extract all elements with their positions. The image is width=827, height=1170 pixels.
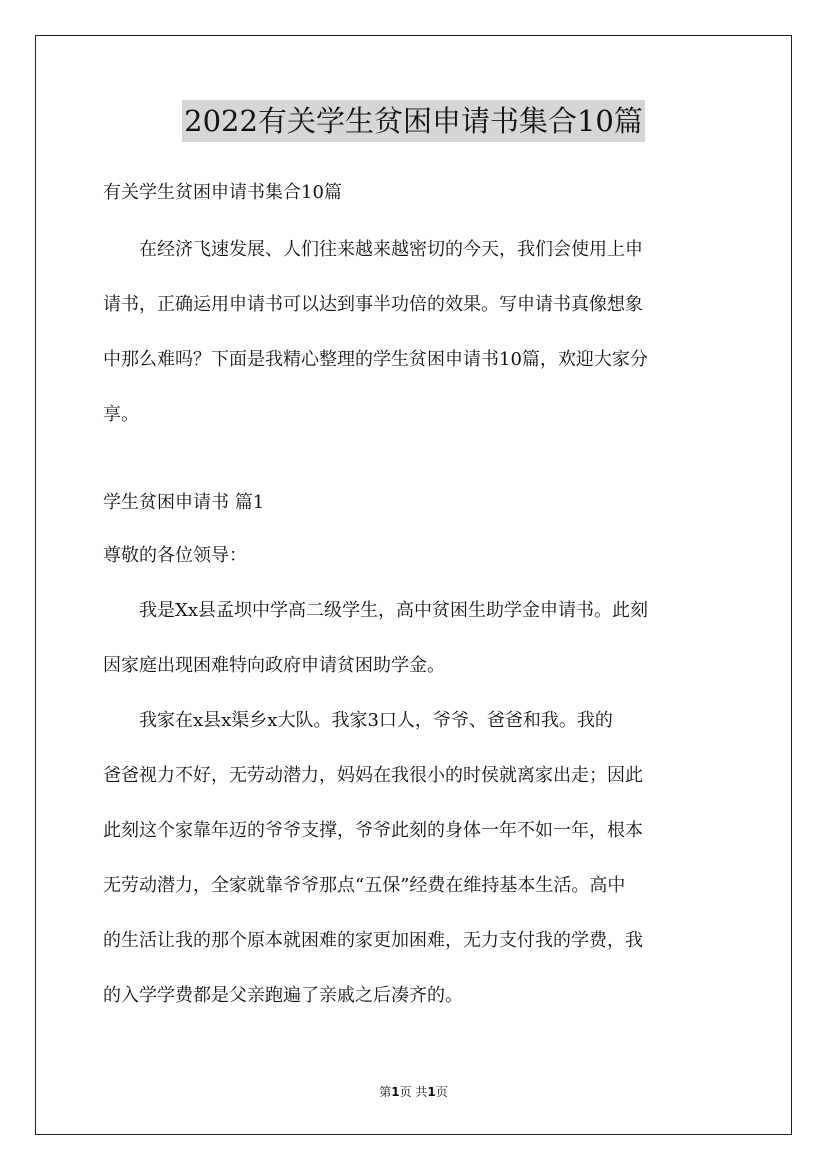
document-subtitle: 有关学生贫困申请书集合10篇 bbox=[103, 182, 342, 203]
paragraph-line: 此刻这个家靠年迈的爷爷支撑，爷爷此刻的身体一年不如一年，根本 bbox=[103, 820, 643, 841]
footer-mid: 页 共 bbox=[399, 1085, 428, 1099]
paragraph-1 bbox=[103, 583, 727, 693]
footer-prefix: 第 bbox=[379, 1085, 392, 1099]
footer-current-page: 1 bbox=[391, 1085, 400, 1099]
paragraph-line: 的生活让我的那个原本就困难的家更加困难，无力支付我的学费，我 bbox=[103, 930, 643, 951]
intro-line: 请书，正确运用申请书可以达到事半功倍的效果。写申请书真像想象 bbox=[103, 294, 643, 315]
intro-line: 在经济飞速发展、人们往来越来越密切的今天，我们会使用上申 bbox=[139, 239, 643, 260]
page-footer bbox=[0, 1083, 827, 1100]
paragraph-line: 的入学学费都是父亲跑遍了亲戚之后凑齐的。 bbox=[103, 985, 463, 1006]
document-title-text: 2022有关学生贫困申请书集合10篇 bbox=[182, 100, 645, 142]
salutation: 尊敬的各位领导： bbox=[103, 545, 247, 566]
footer-total-pages: 1 bbox=[427, 1085, 436, 1099]
intro-line: 享。 bbox=[103, 404, 139, 425]
paragraph-line: 我家在x县x渠乡x大队。我家3口人，爷爷、爸爸和我。我的 bbox=[139, 710, 613, 731]
paragraph-2 bbox=[103, 693, 727, 1023]
intro-paragraph bbox=[103, 222, 727, 442]
section-heading: 学生贫困申请书 篇1 bbox=[103, 492, 265, 513]
document-title bbox=[0, 100, 827, 148]
intro-line: 中那么难吗？下面是我精心整理的学生贫困申请书10篇，欢迎大家分 bbox=[103, 349, 648, 370]
footer-suffix: 页 bbox=[435, 1085, 448, 1099]
paragraph-line: 爸爸视力不好，无劳动潜力，妈妈在我很小的时侯就离家出走；因此 bbox=[103, 765, 643, 786]
paragraph-line: 我是Xx县孟坝中学高二级学生，高中贫困生助学金申请书。此刻 bbox=[139, 600, 648, 621]
paragraph-line: 无劳动潜力，全家就靠爷爷那点“五保”经费在维持基本生活。高中 bbox=[103, 875, 626, 896]
paragraph-line: 因家庭出现困难特向政府申请贫困助学金。 bbox=[103, 655, 445, 676]
spacer bbox=[103, 442, 727, 478]
document-body bbox=[103, 170, 727, 1023]
